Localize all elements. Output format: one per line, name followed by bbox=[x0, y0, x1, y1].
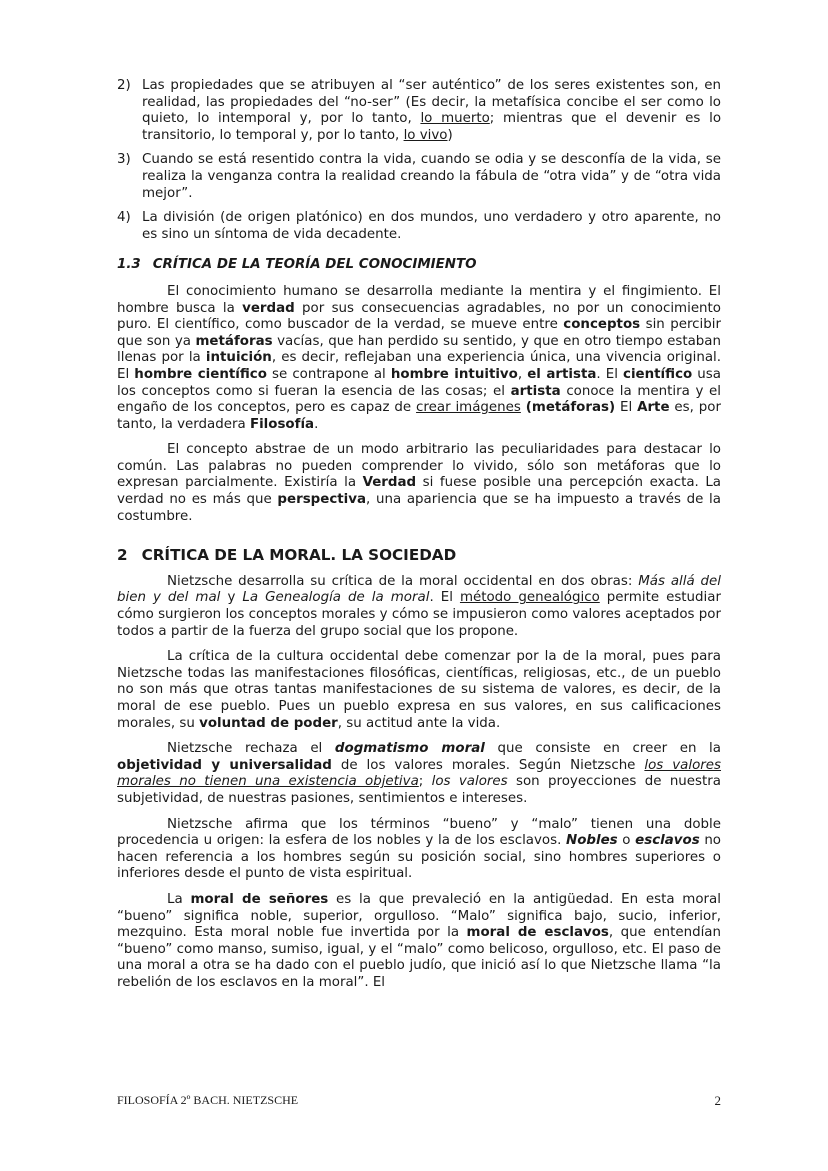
text-run: permite estudiar cómo surgieron los conceptos morales y cómo se impusieron como valores aceptados por todos a partir de la fuerza del grupo social que los propone. bbox=[117, 590, 721, 639]
text-run: Verdad bbox=[362, 475, 417, 491]
subsection-number: 1.3 bbox=[117, 257, 141, 273]
paragraph bbox=[117, 574, 721, 640]
text-run: hombre científico bbox=[134, 366, 267, 382]
text-run: Cuando se está resentido contra la vida, cuando se odia y se desconfía de la vida, se realiza la venganza contra la realidad creando la fábula de “otra vida” y de “otra vida mejor”. bbox=[142, 152, 721, 201]
text-run: el artista bbox=[527, 366, 597, 382]
text-run: lo vivo bbox=[403, 127, 448, 143]
section-heading bbox=[117, 547, 721, 564]
text-run: que consiste en creer en la bbox=[484, 741, 721, 757]
text-run: Arte bbox=[637, 400, 670, 416]
text-run: de los valores morales. Según Nietzsche bbox=[331, 757, 645, 773]
text-run: voluntad de poder bbox=[199, 715, 338, 731]
paragraph bbox=[117, 284, 721, 433]
text-run: método genealógico bbox=[459, 590, 600, 606]
text-run: , es decir, reflejaban una experiencia única, una vivencia original. El bbox=[117, 350, 721, 382]
list-item bbox=[117, 210, 721, 243]
text-run: ; bbox=[418, 774, 432, 790]
text-run: moral de esclavos bbox=[466, 925, 609, 941]
text-run: ; mientras que el devenir es lo transitorio, lo temporal y, por lo tanto, bbox=[142, 111, 722, 143]
text-run: usa los conceptos como si fueran la esencia de las cosas; el bbox=[117, 366, 721, 399]
text-run: no hacen referencia a los hombres según su posición social, sino hombres superiores o inferiores desde el punto de vista espiritual. bbox=[117, 833, 722, 882]
text-run: El bbox=[615, 400, 638, 416]
subsection-title: CRÍTICA DE LA TEORÍA DEL CONOCIMIENTO bbox=[152, 257, 477, 273]
text-run: conoce la mentira y el engaño de los conceptos, pero es capaz de bbox=[117, 383, 721, 416]
text-run: los valores morales no tienen una existencia objetiva bbox=[117, 757, 722, 790]
text-run: científico bbox=[623, 366, 693, 382]
text-run: se contrapone al bbox=[266, 366, 391, 382]
text-run: vacías, que han perdido su sentido, y que en otro tiempo estaban llenas por la bbox=[117, 333, 721, 366]
list-item bbox=[117, 78, 721, 144]
document-body bbox=[117, 78, 721, 1001]
text-run: La división (de origen platónico) en dos mundos, uno verdadero y otro aparente, no es sino un síntoma de vida decadente. bbox=[142, 210, 721, 242]
text-run: crear imágenes bbox=[416, 400, 521, 416]
text-run: Más allá del bien y del mal bbox=[117, 573, 721, 606]
text-run: si fuese posible una percepción exacta. La verdad no es más que bbox=[117, 475, 722, 508]
text-run: los valores bbox=[431, 774, 508, 790]
list-item bbox=[117, 152, 721, 202]
section-body bbox=[117, 574, 721, 992]
text-run: lo muerto bbox=[420, 111, 490, 127]
text-run: Nietzsche desarrolla su crítica de la moral occidental en dos obras: bbox=[167, 573, 639, 589]
text-run: es, por tanto, la verdadera bbox=[117, 400, 721, 432]
text-run: dogmatismo moral bbox=[334, 741, 485, 757]
text-run: , una apariencia que se ha impuesto a través de la costumbre. bbox=[117, 492, 721, 524]
text-run: Nobles bbox=[566, 833, 618, 849]
text-run: Las propiedades que se atribuyen al “ser auténtico” de los seres existentes son, en realidad, las propiedades del “no-ser” (Es decir, la metafísica concibe el ser como lo quieto, lo intemporal y, por lo tanto, bbox=[142, 78, 721, 127]
text-run: y bbox=[220, 590, 243, 606]
text-run: sin percibir que son ya bbox=[117, 317, 721, 349]
text-run: . El bbox=[596, 366, 624, 382]
paragraph bbox=[117, 892, 721, 992]
text-run: , su actitud ante la vida. bbox=[337, 715, 501, 731]
text-run: moral de señores bbox=[190, 891, 329, 907]
text-run: . bbox=[314, 416, 319, 432]
text-run: esclavos bbox=[635, 833, 700, 849]
text-run: . El bbox=[429, 590, 460, 606]
paragraph bbox=[117, 741, 721, 807]
text-run: perspectiva bbox=[277, 492, 367, 508]
text-run: por sus consecuencias agradables, no por un conocimiento puro. El científico, como buscador de la verdad, se mueve entre bbox=[117, 300, 721, 333]
paragraph bbox=[117, 817, 721, 883]
text-run: verdad bbox=[242, 300, 295, 316]
text-run: La crítica de la cultura occidental debe comenzar por la de la moral, pues para Nietzsche todas las manifestaciones filosóficas, científicas, religiosas, etc., de un pueblo no son más que otras tantas manifestaciones de su sistema de valores, es decir, de la moral de ese pueblo. Pues un pueblo expresa en sus valores, en sus calificaciones morales, su bbox=[117, 649, 721, 731]
paragraph bbox=[117, 649, 721, 732]
text-run: artista bbox=[510, 383, 561, 399]
text-run: objetividad y universalidad bbox=[117, 757, 332, 773]
list-number: 2) bbox=[117, 78, 131, 93]
subsection-body bbox=[117, 284, 721, 525]
text-run: El concepto abstrae de un modo arbitrario las peculiaridades para destacar lo común. Las palabras no pueden comprender lo vivido, sólo son metáforas que lo expresan parcialmente. Existiría la bbox=[117, 442, 721, 491]
text-run: ) bbox=[447, 127, 453, 143]
text-run: son proyecciones de nuestra subjetividad, de nuestras pasiones, sentimientos e intereses. bbox=[117, 774, 721, 806]
section-title: CRÍTICA DE LA MORAL. LA SOCIEDAD bbox=[141, 546, 457, 565]
subsection-heading bbox=[117, 257, 721, 274]
text-run: , que entendían “bueno” como manso, sumiso, igual, y el “malo” como belicoso, orgulloso, etc. El paso de una moral a otra se ha dado con el pueblo judío, que inició así lo que Nietzsche llama “la rebelión de los esclavos en la moral”. El bbox=[117, 925, 721, 990]
numbered-list bbox=[117, 78, 721, 243]
text-run: conceptos bbox=[563, 317, 641, 333]
text-run: intuición bbox=[205, 350, 272, 366]
footer-title: FILOSOFÍA 2º BACH. NIETZSCHE bbox=[117, 1093, 299, 1107]
text-run: es la que prevaleció en la antigüedad. En esta moral “bueno” significa noble, superior, orgulloso. “Malo” significa bajo, sucio, inferior, mezquino. Esta moral noble fue invertida por la bbox=[117, 891, 721, 941]
text-run: o bbox=[617, 833, 636, 849]
text-run: El conocimiento humano se desarrolla mediante la mentira y el fingimiento. El hombre busca la bbox=[117, 283, 721, 316]
text-run: Filosofía bbox=[249, 416, 315, 432]
paragraph bbox=[117, 442, 721, 525]
section-number: 2 bbox=[117, 546, 128, 565]
text-run: (metáforas) bbox=[525, 400, 616, 416]
text-run: Nietzsche rechaza el bbox=[167, 741, 335, 757]
page-number: 2 bbox=[714, 1093, 721, 1108]
list-number: 3) bbox=[117, 152, 131, 168]
list-number: 4) bbox=[117, 210, 131, 226]
page-footer bbox=[117, 1093, 721, 1108]
text-run: metáforas bbox=[195, 333, 273, 349]
text-run: La bbox=[167, 891, 191, 907]
text-run: , bbox=[517, 366, 528, 382]
text-run: hombre intuitivo bbox=[390, 366, 518, 382]
text-run: Nietzsche afirma que los términos “bueno” y “malo” tienen una doble procedencia u origen: la esfera de los nobles y la de los esclavos. bbox=[117, 816, 721, 849]
text-run: La Genealogía de la moral bbox=[242, 590, 430, 606]
